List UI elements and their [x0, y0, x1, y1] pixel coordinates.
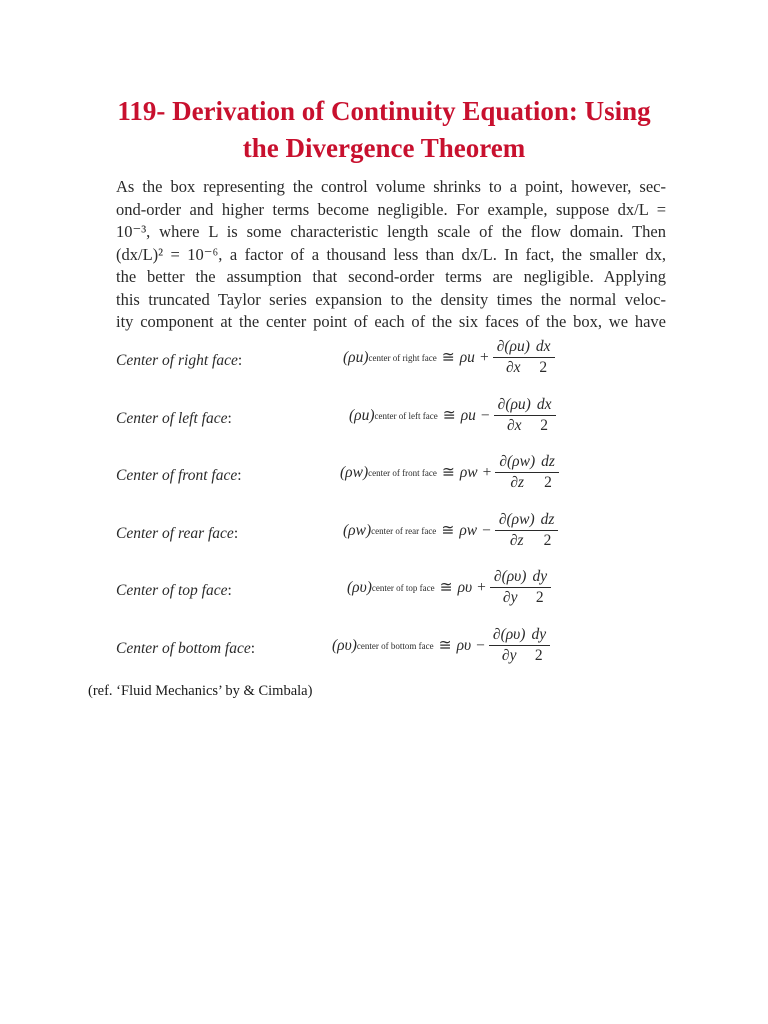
equation-label: Center of top face: [116, 582, 232, 599]
equation-bottom-face: (ρυ) center of bottom face ≅ ρυ − $\frac{\partial(\rho\upsilon)}{\partial y}$ $\frac{dy}{2}$ [332, 626, 549, 665]
equation-label: Center of bottom face: [116, 640, 256, 657]
paragraph-line: As the box representing the control volume shrinks to a point, however, sec- [116, 177, 666, 196]
equation-label: Center of right face: [116, 352, 243, 369]
paragraph-line: ond-order and higher terms become negligible. For example, suppose dx/L = [116, 199, 666, 219]
equation-left-face: (ρu) center of left face ≅ ρu − $\frac{\partial(\rho u)}{\partial x}$ $\frac{dx}{2}$ [349, 396, 555, 435]
title-line-1: 119- Derivation of Continuity Equation: Using [117, 96, 651, 126]
equation-label: Center of front face: [116, 467, 242, 484]
equation-label: Center of left face: [116, 410, 232, 427]
equation-label: Center of rear face: [116, 525, 239, 542]
equation-row-top-face [0, 568, 768, 632]
paragraph-line: 10⁻³, where L is some characteristic length scale of the flow domain. Then [116, 222, 666, 241]
equation-row-right-face [0, 338, 768, 402]
page-title [60, 93, 708, 167]
title-line-2: the Divergence Theorem [242, 133, 526, 163]
paragraph-line: ity component at the center point of each of the six faces of the box, we have [116, 312, 666, 331]
paragraph-line: the better the assumption that second-order terms are negligible. Applying [116, 267, 666, 286]
equation-right-face: (ρu) center of right face ≅ ρu + $\frac{\partial(\rho u)}{\partial x}$ $\frac{dx}{2}$ [343, 338, 554, 377]
equation-row-front-face [0, 453, 768, 517]
equation-front-face: (ρw) center of front face ≅ ρw + $\frac{\partial(\rho w)}{\partial z}$ $\frac{dz}{2}$ [340, 453, 558, 492]
body-paragraph [116, 176, 666, 334]
paragraph-line: this truncated Taylor series expansion to the density times the normal veloc- [116, 289, 666, 309]
reference-note: (ref. ‘Fluid Mechanics’ by & Cimbala) [88, 683, 313, 699]
equation-top-face: (ρυ) center of top face ≅ ρυ + $\frac{\partial(\rho\upsilon)}{\partial y}$ $\frac{dy}{2}$ [347, 568, 550, 607]
equation-rear-face: (ρw) center of rear face ≅ ρw − $\frac{\partial(\rho w)}{\partial z}$ $\frac{dz}{2}$ [343, 511, 557, 550]
paragraph-line: (dx/L)² = 10⁻⁶, a factor of a thousand less than dx/L. In fact, the smaller dx, [116, 244, 666, 264]
